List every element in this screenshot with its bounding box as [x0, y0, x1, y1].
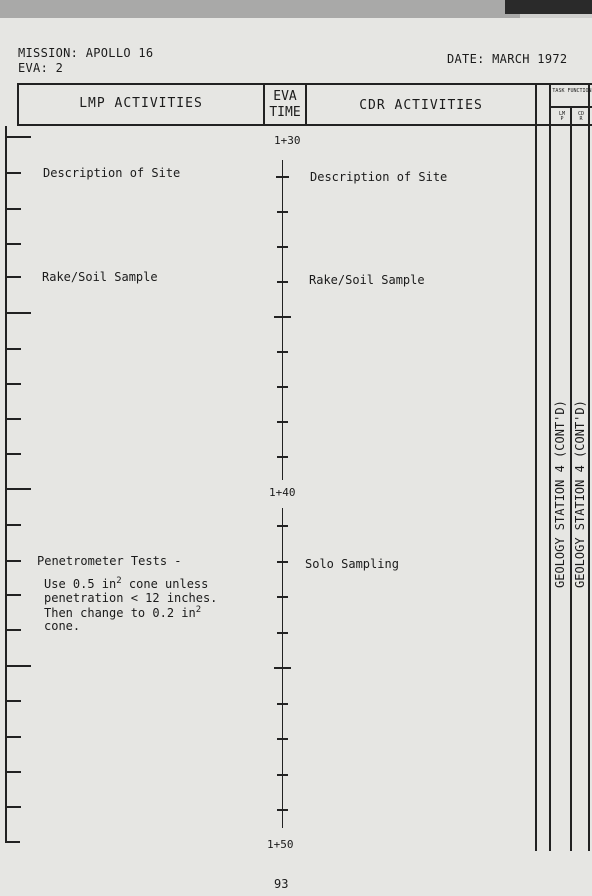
time-tick [5, 243, 21, 245]
cdr-activity-site-description: Description of Site [310, 170, 448, 184]
eva-time-header-top: EVA [273, 89, 297, 104]
time-label-1-50: 1+50 [267, 838, 294, 851]
timeline-tick [277, 351, 288, 353]
pen-line-1-sup: 2 [116, 576, 122, 586]
timeline-tick [277, 525, 288, 527]
time-tick [5, 560, 21, 562]
time-label-1-30: 1+30 [274, 134, 301, 147]
time-tick [5, 665, 31, 667]
top-dark-corner [505, 0, 592, 14]
timeline-tick [277, 738, 288, 740]
narrow-col-divider-1 [549, 83, 551, 851]
left-border-foot [5, 841, 20, 843]
timeline-tick [277, 281, 288, 283]
page-number: 93 [274, 877, 289, 891]
time-tick [5, 524, 21, 526]
narrow-col-divider-2 [570, 108, 572, 851]
timeline-tick [277, 211, 288, 213]
lmp-penetrometer-line-4: cone. [44, 619, 81, 633]
time-tick [5, 383, 21, 385]
pen-line-3-text: Then change to 0.2 in [44, 606, 196, 620]
timeline-tick [276, 176, 289, 178]
narrow-col-divider-3 [588, 83, 590, 851]
time-tick [5, 208, 21, 210]
time-tick [5, 594, 21, 596]
task-function-subdivider [549, 106, 592, 108]
lmp-column-header: LMP ACTIVITIES [79, 96, 203, 111]
lmp-activity-site-description: Description of Site [43, 166, 181, 180]
cdr-column-header: CDR ACTIVITIES [359, 98, 483, 113]
timeline-tick [277, 246, 288, 248]
time-tick [5, 453, 21, 455]
task-cdr-header: CDR [577, 111, 585, 122]
lmp-activity-penetrometer-title: Penetrometer Tests - [37, 554, 182, 568]
timeline-tick [277, 809, 288, 811]
time-tick [5, 700, 21, 702]
mission-label: MISSION: APOLLO 16 [18, 46, 154, 60]
pen-line-1-text: Use 0.5 in [44, 577, 117, 591]
time-tick [5, 488, 31, 490]
timeline-tick [274, 316, 291, 318]
time-tick [5, 172, 21, 174]
checklist-page [0, 18, 592, 896]
lmp-activity-rake-soil: Rake/Soil Sample [42, 270, 158, 284]
time-tick [5, 629, 21, 631]
time-tick [5, 348, 21, 350]
lmp-penetrometer-line-2: penetration < 12 inches. [44, 591, 218, 605]
geology-station-label-lmp: GEOLOGY STATION 4 (CONT'D) [553, 400, 567, 588]
pen-line-1-rest: cone unless [121, 577, 209, 591]
task-lmp-header: LMP [558, 111, 566, 122]
timeline-tick [277, 774, 288, 776]
pen-line-3-sup: 2 [195, 605, 202, 615]
time-tick [5, 736, 21, 738]
cdr-activity-solo-sampling: Solo Sampling [305, 557, 399, 571]
timeline-upper [282, 160, 283, 480]
timeline-tick [277, 561, 288, 563]
timeline-tick [277, 456, 288, 458]
time-tick [5, 312, 31, 314]
timeline-tick [277, 703, 288, 705]
eva-time-header-bottom: TIME [269, 105, 301, 120]
time-tick [5, 418, 21, 420]
time-tick [5, 771, 21, 773]
time-tick [5, 806, 21, 808]
time-label-1-40: 1+40 [269, 486, 296, 499]
timeline-tick [277, 632, 288, 634]
time-tick [5, 136, 31, 138]
timeline-tick [274, 667, 291, 669]
geology-station-label-cdr: GEOLOGY STATION 4 (CONT'D) [573, 400, 587, 588]
time-tick [5, 276, 21, 278]
timeline-tick [277, 596, 288, 598]
timeline-tick [277, 421, 288, 423]
task-function-header: TASK FUNCTION [552, 88, 592, 94]
lmp-penetrometer-line-3 [44, 605, 201, 620]
activity-right-border [535, 83, 537, 851]
cdr-activity-rake-soil: Rake/Soil Sample [309, 273, 425, 287]
eva-label: EVA: 2 [18, 61, 64, 75]
lmp-penetrometer-line-1 [44, 576, 208, 591]
date-label: DATE: MARCH 1972 [447, 52, 568, 66]
timeline-tick [277, 386, 288, 388]
